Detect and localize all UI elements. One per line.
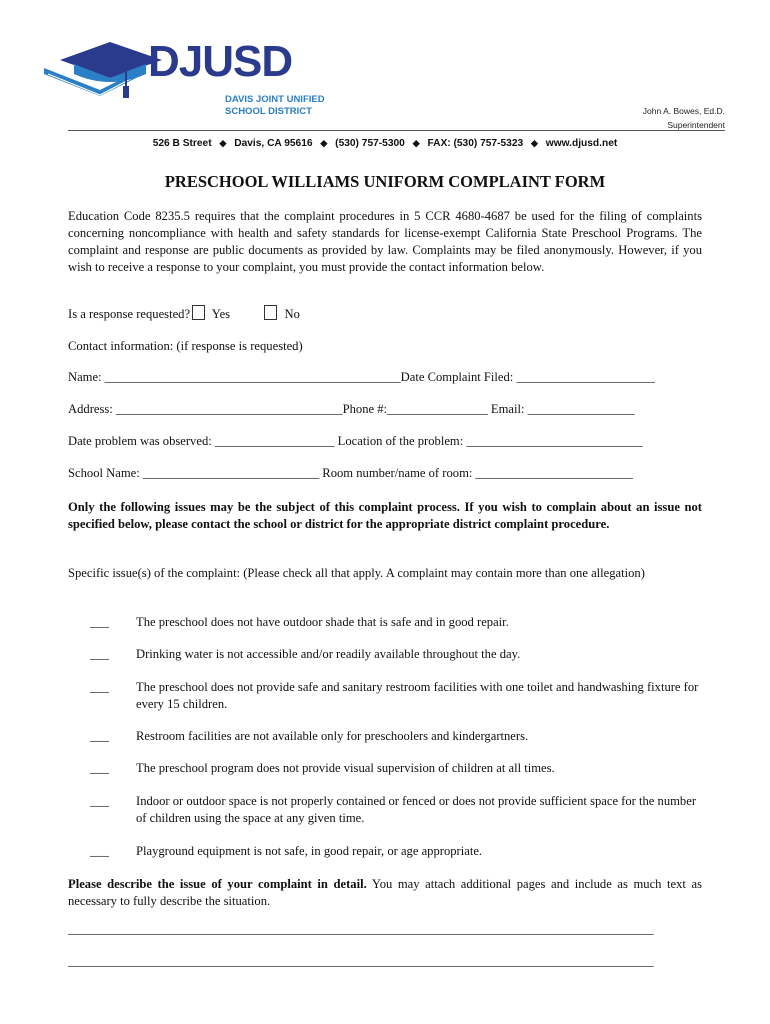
address-phone-email-fields[interactable]: Address: ____________________________________Phone #:________________ Email: _________________ bbox=[68, 402, 635, 416]
issue-2-text: Drinking water is not accessible and/or readily available throughout the day. bbox=[136, 647, 521, 661]
description-answer-line[interactable]: _____________________________________________________________________________________________ bbox=[68, 954, 654, 968]
name-date-filed-fields[interactable]: Name: _______________________________________________Date Complaint Filed: ______________________ bbox=[68, 370, 655, 384]
superintendent-name: John A. Bowes, Ed.D. bbox=[642, 106, 725, 116]
issue-3-checkline[interactable]: ___ bbox=[90, 680, 109, 694]
issue-1-text: The preschool does not have outdoor shade that is safe and in good repair. bbox=[136, 615, 509, 629]
logo-subtitle-line1: DAVIS JOINT UNIFIED bbox=[225, 94, 325, 105]
describe-instructions-bold: Please describe the issue of your complaint in detail. bbox=[68, 877, 367, 891]
superintendent-title: Superintendent bbox=[667, 120, 725, 130]
issue-6-checkline[interactable]: ___ bbox=[90, 794, 109, 808]
date-location-fields[interactable]: Date problem was observed: ___________________ Location of the problem: ____________________________ bbox=[68, 434, 643, 448]
response-no-label: No bbox=[284, 307, 300, 321]
issue-2-checkline[interactable]: ___ bbox=[90, 647, 109, 661]
city-address: Davis, CA 95616 bbox=[234, 138, 313, 149]
issue-5-text: The preschool program does not provide visual supervision of children at all times. bbox=[136, 761, 555, 775]
contact-info-label: Contact information: (if response is requested) bbox=[68, 339, 303, 353]
district-contact-bar bbox=[0, 138, 770, 149]
issue-5-checkline[interactable]: ___ bbox=[90, 761, 109, 775]
school-room-fields[interactable]: School Name: ____________________________ Room number/name of room: _________________________ bbox=[68, 466, 633, 480]
diamond-icon: ◆ bbox=[531, 138, 538, 148]
phone-number: (530) 757-5300 bbox=[335, 138, 405, 149]
logo-subtitle-line2: SCHOOL DISTRICT bbox=[225, 106, 312, 117]
diamond-icon: ◆ bbox=[219, 138, 227, 148]
describe-instructions-rest: You may attach additional pages and include as much text as necessary to fully describe the situation. bbox=[68, 877, 702, 908]
description-answer-line[interactable]: _____________________________________________________________________________________________ bbox=[68, 922, 654, 936]
scope-notice: Only the following issues may be the subject of this complaint process. If you wish to complain about an issue not specified below, please contact the school or district for the appropriate district complaint procedure. bbox=[68, 500, 702, 531]
diamond-icon: ◆ bbox=[412, 138, 420, 148]
response-no-checkbox[interactable] bbox=[264, 305, 277, 320]
describe-instructions bbox=[68, 876, 702, 910]
logo-wordmark: DJUSD bbox=[148, 37, 293, 86]
diamond-icon: ◆ bbox=[320, 138, 328, 148]
logo-subtitle bbox=[225, 94, 325, 118]
response-yes-checkbox[interactable] bbox=[192, 305, 205, 320]
issue-1-checkline[interactable]: ___ bbox=[90, 615, 109, 629]
form-title: PRESCHOOL WILLIAMS UNIFORM COMPLAINT FORM bbox=[164, 172, 606, 191]
issue-7-text: Playground equipment is not safe, in good repair, or age appropriate. bbox=[136, 844, 483, 858]
specific-issues-label: Specific issue(s) of the complaint: (Please check all that apply. A complaint may contain more than one allegation) bbox=[68, 566, 645, 580]
response-yes-label: Yes bbox=[211, 307, 231, 321]
street-address: 526 B Street bbox=[152, 138, 212, 149]
fax-number: FAX: (530) 757-5323 bbox=[427, 138, 524, 149]
issue-7-checkline[interactable]: ___ bbox=[90, 844, 109, 858]
response-question-label: Is a response requested? bbox=[68, 307, 191, 321]
issue-4-text: Restroom facilities are not available only for preschoolers and kindergartners. bbox=[136, 729, 529, 743]
website-link[interactable]: www.djusd.net bbox=[545, 138, 618, 149]
issue-6-text: Indoor or outdoor space is not properly contained or fenced or does not provide sufficient space for the number of children using the space at any given time. bbox=[136, 794, 697, 825]
superintendent-block bbox=[643, 104, 725, 132]
header-divider bbox=[68, 130, 725, 131]
issue-4-checkline[interactable]: ___ bbox=[90, 729, 109, 743]
intro-paragraph: Education Code 8235.5 requires that the complaint procedures in 5 CCR 4680-4687 be used for the filing of complaints concerning noncompliance with health and safety standards for license-exempt California State Preschool Programs. The complaint and response are public documents as provided by law. Complaints may be filed anonymously. However, if you wish to receive a response to your complaint, you must provide the contact information below. bbox=[68, 209, 702, 274]
response-requested-row bbox=[68, 305, 702, 323]
issue-3-text: The preschool does not provide safe and sanitary restroom facilities with one toilet and handwashing fixture for every 15 children. bbox=[136, 680, 699, 711]
